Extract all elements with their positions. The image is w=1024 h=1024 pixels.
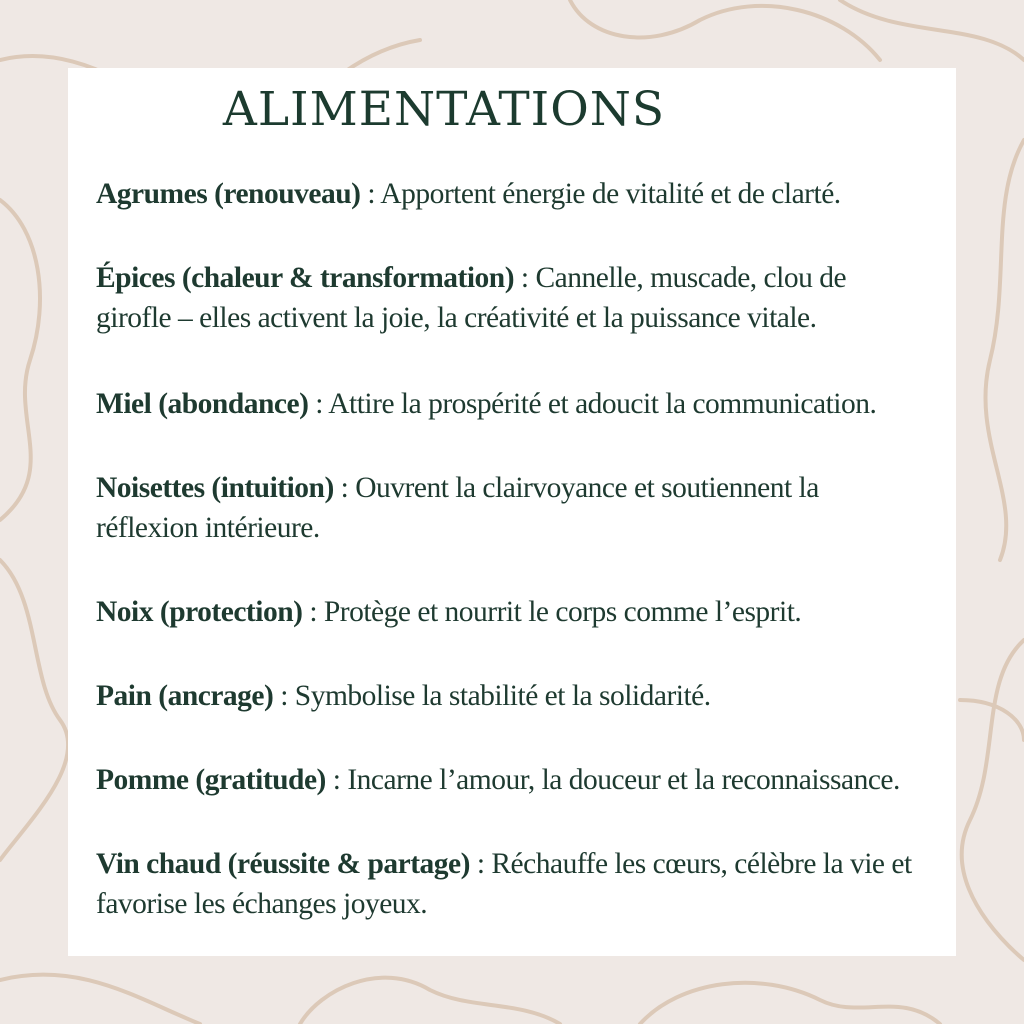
food-entry-pomme xyxy=(96,760,926,800)
entry-description: : Apportent énergie de vitalité et de clarté. xyxy=(360,178,841,210)
page-title: ALIMENTATIONS xyxy=(222,82,666,137)
decor-line xyxy=(985,140,1024,560)
food-entry-noix xyxy=(96,592,926,632)
decor-line xyxy=(0,200,40,520)
entry-description: : Ouvrent la clairvoyance et soutiennent la réflexion intérieure. xyxy=(96,472,819,544)
decor-line xyxy=(300,978,560,1024)
food-entry-epices xyxy=(96,258,926,338)
food-entry-noisettes xyxy=(96,468,926,548)
entry-term: Épices (chaleur & transformation) xyxy=(96,262,515,294)
food-entry-pain xyxy=(96,676,926,716)
food-entry-miel xyxy=(96,384,926,424)
entry-description: : Cannelle, muscade, clou de girofle – elles activent la joie, la créativité et la puissance vitale. xyxy=(96,262,847,334)
decor-line xyxy=(640,983,940,1024)
food-entry-agrumes xyxy=(96,174,926,214)
decor-line xyxy=(840,0,1024,60)
entry-term: Noisettes (intuition) xyxy=(96,472,334,504)
decor-line xyxy=(962,640,1024,960)
food-entry-vin-chaud xyxy=(96,844,926,924)
entry-description: : Incarne l’amour, la douceur et la reconnaissance. xyxy=(325,764,900,796)
decor-line xyxy=(0,560,68,860)
entry-description: : Attire la prospérité et adoucit la communication. xyxy=(308,388,877,420)
entry-term: Miel (abondance) xyxy=(96,388,309,420)
entry-term: Vin chaud (réussite & partage) xyxy=(96,848,470,880)
entry-term: Noix (protection) xyxy=(96,596,303,628)
entry-description: : Protège et nourrit le corps comme l’esprit. xyxy=(302,596,802,628)
decor-line xyxy=(570,0,880,60)
entry-description: : Symbolise la stabilité et la solidarité. xyxy=(273,680,711,712)
entry-description: : Réchauffe les cœurs, célèbre la vie et favorise les échanges joyeux. xyxy=(96,848,912,920)
entry-term: Pomme (gratitude) xyxy=(96,764,326,796)
entry-term: Pain (ancrage) xyxy=(96,680,274,712)
entry-term: Agrumes (renouveau) xyxy=(96,178,361,210)
decor-line xyxy=(0,975,200,1024)
